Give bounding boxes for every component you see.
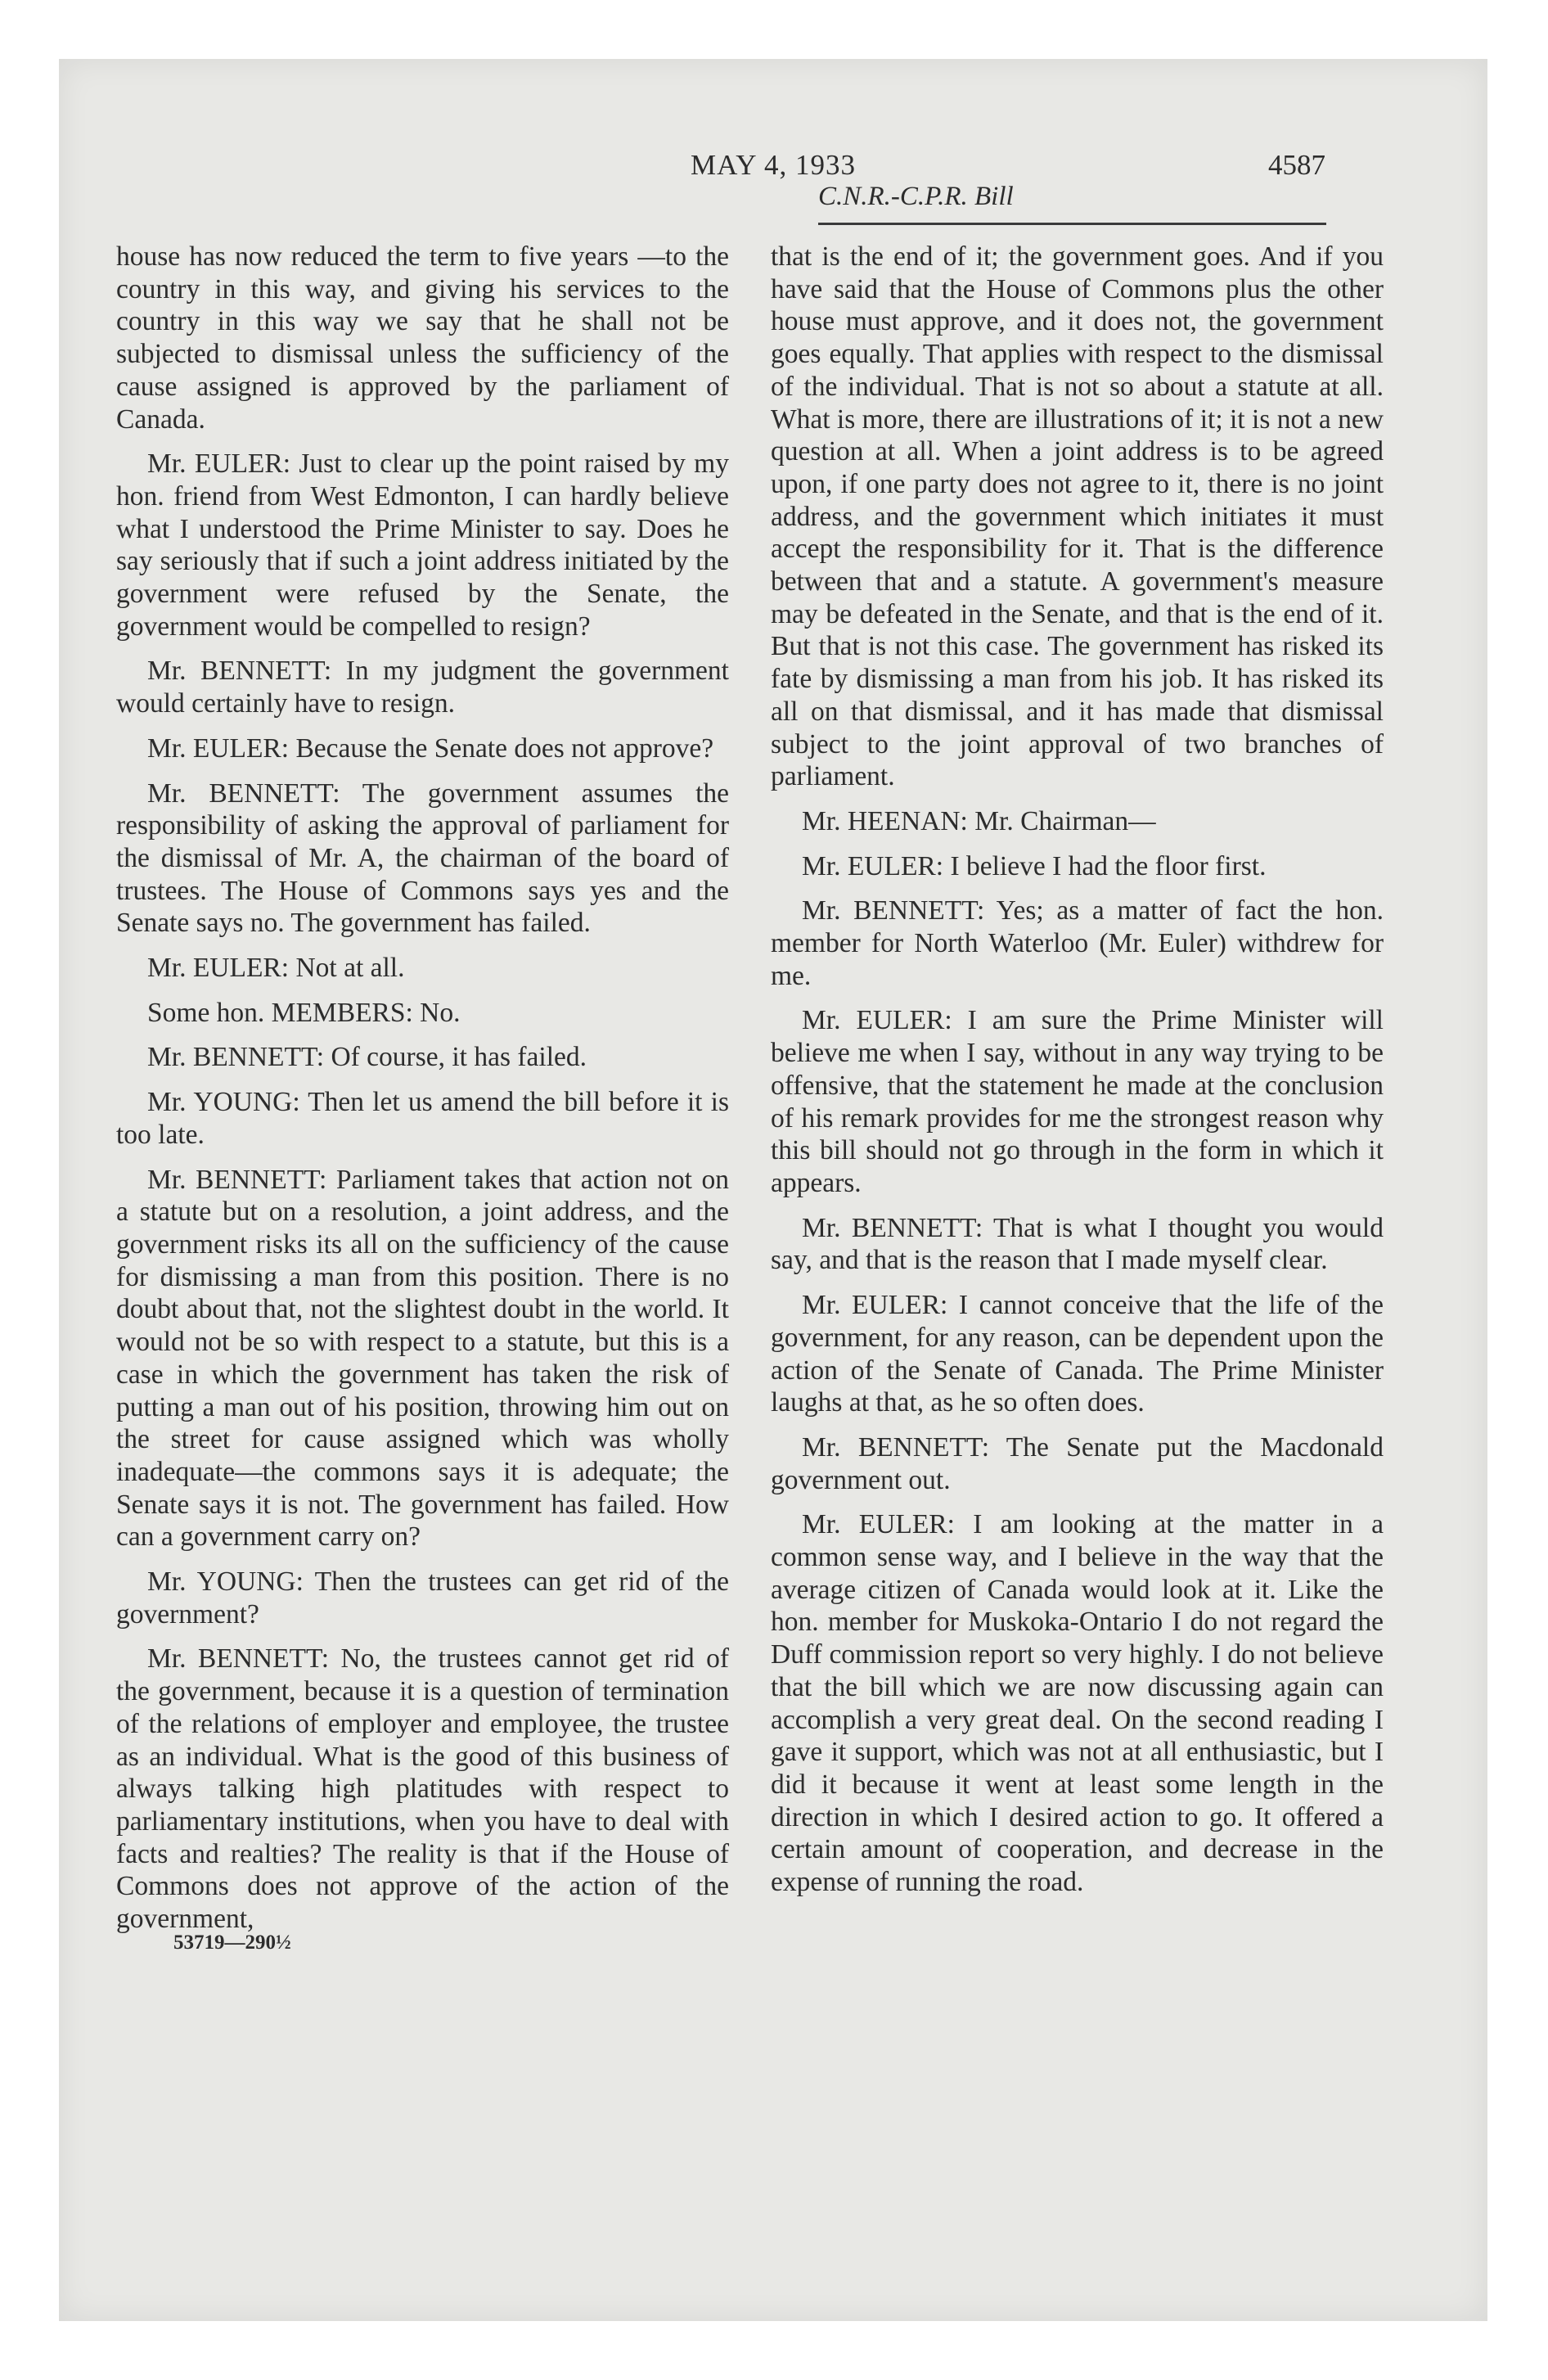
document-page <box>59 59 1487 2321</box>
paragraph: Mr. YOUNG: Then let us amend the bill before it is too late. <box>116 1087 729 1150</box>
paragraph: Mr. EULER: Just to clear up the point raised by my hon. friend from West Edmonton, I can hardly believe what I understood the Prime Minister to say. Does he say seriously that if such a joint address initiated by the government were refused by the Senate, the government would be compelled to resign? <box>116 449 729 642</box>
paragraph: Mr. BENNETT: That is what I thought you would say, and that is the reason that I made myself clear. <box>771 1212 1384 1276</box>
running-title: C.N.R.-C.P.R. Bill <box>818 182 1014 211</box>
paragraph: Mr. YOUNG: Then the trustees can get rid of the government? <box>116 1566 729 1629</box>
paragraph: that is the end of it; the government goes. And if you have said that the House of Commons plus the other house must approve, and it does not, the government goes equally. That applies with respect to the dismissal of the individual. That is not so about a statute at all. What is more, there are illustrations of it; it is not a new question at all. When a joint address is to be agreed upon, if one party does not agree to it, there is no joint address, and the government which initiates it must accept the responsibility for it. That is the difference between that and a statute. A government's measure may be defeated in the Senate, and that is the end of it. But that is not this case. The government has risked its fate by dismissing a man from his job. It has risked its all on that dismissal, and it has made that dismissal subject to the joint approval of two branches of parliament. <box>771 241 1384 792</box>
paragraph: Mr. BENNETT: The Senate put the Macdonald government out. <box>771 1431 1384 1495</box>
paragraph: Mr. BENNETT: The government assumes the responsibility of asking the approval of parliament for the dismissal of Mr. A, the chairman of the board of trustees. The House of Commons says yes and the Senate says no. The government has failed. <box>116 778 729 939</box>
header-rule <box>818 223 1326 225</box>
paragraph: Mr. EULER: Because the Senate does not approve? <box>147 732 714 764</box>
paragraph: Mr. BENNETT: Parliament takes that action not on a statute but on a resolution, a joint address, and the government risks its all on the sufficiency of the cause for dismissing a man from this position. There is no doubt about that, not the slightest doubt in the world. It would not be so with respect to a statute, but this is a case in which the government has taken the risk of putting a man out of his position, throwing him out on the street for cause assigned which was wholly inadequate—the commons says it is adequate; the Senate says it is not. The government has failed. How can a government carry on? <box>116 1164 729 1553</box>
paragraph: Mr. BENNETT: No, the trustees cannot get rid of the government, because it is a question of termination of the relations of employer and employee, the trustee as an individual. What is the good of this business of always talking high platitudes with respect to parliamentary institutions, when you have to deal with facts and realties? The reality is that if the House of Commons does not approve of the action of the government, <box>116 1643 729 1935</box>
paragraph: Mr. BENNETT: In my judgment the government would certainly have to resign. <box>116 656 729 719</box>
paragraph: Mr. HEENAN: Mr. Chairman— <box>802 805 1156 836</box>
printer-code: 53719—290½ <box>173 1931 291 1954</box>
paragraph: house has now reduced the term to five years —to the country in this way, and giving his services to the country in this way we say that he shall not be subjected to dismissal unless the sufficiency of the cause assigned is approved by the parliament of Canada. <box>116 241 729 435</box>
paragraph: Mr. EULER: I believe I had the floor first. <box>802 850 1267 881</box>
paragraph: Mr. EULER: Not at all. <box>147 953 405 984</box>
paragraph: Mr. EULER: I am looking at the matter in a common sense way, and I believe in the way that the average citizen of Canada would look at it. Like the hon. member for Muskoka-Ontario I do not regard the Duff commission report so very highly. I do not believe that the bill which we are now discussing again can accomplish a very great deal. On the second reading I gave it support, which was not at all enthusiastic, but I did it because it went at least some length in the direction in which I desired action to go. It offered a certain amount of cooperation, and decrease in the expense of running the road. <box>771 1509 1384 1898</box>
paragraph: Some hon. MEMBERS: No. <box>147 997 461 1028</box>
page-number: 4587 <box>1268 149 1325 181</box>
page-date: MAY 4, 1933 <box>691 149 856 181</box>
paragraph: Mr. BENNETT: Yes; as a matter of fact the hon. member for North Waterloo (Mr. Euler) withdrew for me. <box>771 895 1384 991</box>
paragraph: Mr. EULER: I am sure the Prime Minister will believe me when I say, without in any way trying to be offensive, that the statement he made at the conclusion of his remark provides for me the strongest reason why this bill should not go through in the form in which it appears. <box>771 1005 1384 1198</box>
paragraph: Mr. BENNETT: Of course, it has failed. <box>147 1042 587 1073</box>
right-column <box>771 241 1384 1911</box>
paragraph: Mr. EULER: I cannot conceive that the life of the government, for any reason, can be dependent upon the action of the Senate of Canada. The Prime Minister laughs at that, as he so often does. <box>771 1290 1384 1418</box>
left-column <box>116 241 729 1948</box>
